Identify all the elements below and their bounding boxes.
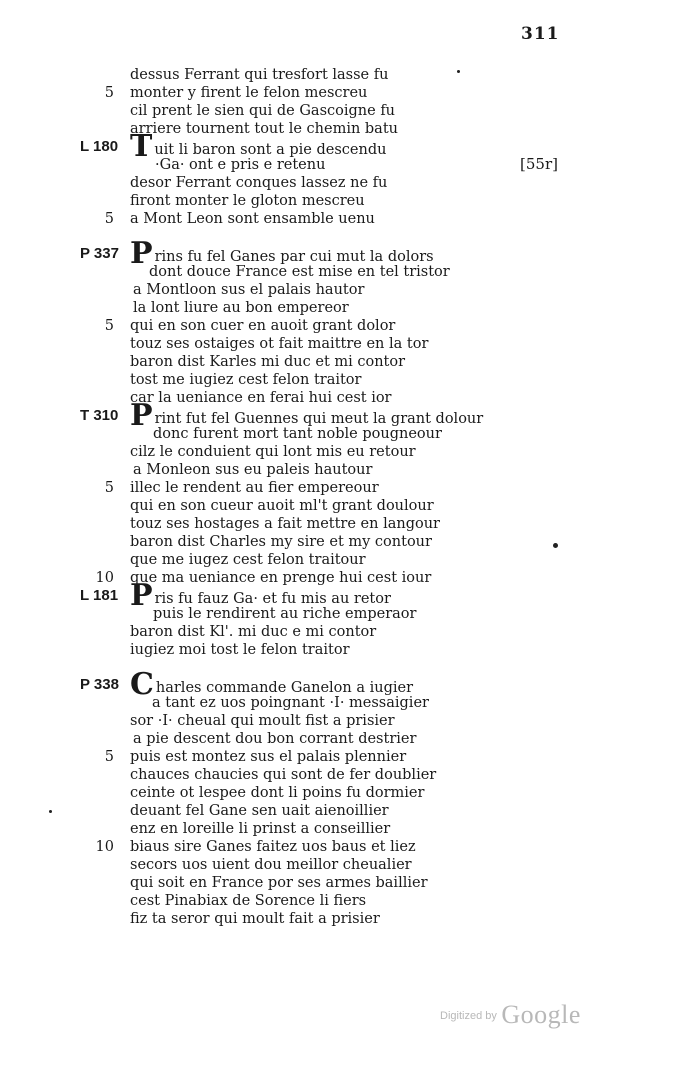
- line-number: 5: [104, 85, 114, 101]
- verse-line-text: fiz ta seror qui moult fait a prisier: [130, 911, 380, 927]
- verse-line-text: a Monleon sus eu paleis hautour: [133, 462, 373, 478]
- manuscript-label: L 181: [80, 587, 119, 604]
- line-number: 5: [104, 749, 114, 765]
- watermark-prefix: Digitized by: [440, 1010, 497, 1022]
- verse-line-text: monter y firent le felon mescreu: [130, 85, 368, 101]
- folio-note: [55r]: [520, 155, 558, 173]
- watermark-brand: Google: [501, 1000, 581, 1029]
- verse-line-text: que ma ueniance en prenge hui cest iour: [130, 570, 432, 586]
- verse-line-text: ceinte ot lespee dont li poins fu dormier: [130, 785, 425, 801]
- verse-line-text: dessus Ferrant qui tresfort lasse fu: [130, 67, 389, 83]
- verse-line-text: que me iugez cest felon traitour: [130, 552, 366, 568]
- line-number: 10: [95, 839, 114, 855]
- manuscript-label: T 310: [80, 407, 119, 424]
- verse-line-text: car la ueniance en ferai hui cest ior: [130, 390, 392, 406]
- line-number: 5: [104, 318, 114, 334]
- verse-line-text: cest Pinabiax de Sorence li fiers: [130, 893, 367, 909]
- verse-line-text: ·Ga· ont e pris e retenu: [155, 157, 326, 173]
- verse-line-text: firont monter le gloton mescreu: [130, 193, 365, 209]
- verse-line-text: cilz le conduient qui lont mis eu retour: [130, 444, 416, 460]
- verse-line-text: Prins fu fel Ganes par cui mut la dolors: [130, 236, 434, 271]
- verse-line-text: desor Ferrant conques lassez ne fu: [130, 175, 388, 191]
- verse-line-text: a tant ez uos poingnant ·I· messaigier: [152, 695, 429, 711]
- verse-line-text: arriere tournent tout le chemin batu: [130, 121, 398, 137]
- drop-cap-initial: C: [130, 667, 154, 702]
- verse-line-text: illec le rendent au fier empereour: [130, 480, 379, 496]
- line-number: 5: [104, 211, 114, 227]
- verse-line-text: deuant fel Gane sen uait aienoillier: [130, 803, 389, 819]
- verse-line-text: baron dist Karles mi duc et mi contor: [130, 354, 406, 370]
- verse-line-text: puis est montez sus el palais plennier: [130, 749, 407, 765]
- verse-line-text: donc furent mort tant noble pougneour: [153, 426, 442, 442]
- line-number: 5: [104, 480, 114, 496]
- verse-line-text: puis le rendirent au riche emperaor: [153, 606, 417, 622]
- verse-line-text: chauces chaucies qui sont de fer doublier: [130, 767, 437, 783]
- verse-line-text: qui soit en France por ses armes baillier: [130, 875, 428, 891]
- verse-line-text: cil prent le sien qui de Gascoigne fu: [130, 103, 396, 119]
- verse-line-text: enz en loreille li prinst a conseillier: [130, 821, 391, 837]
- drop-cap-initial: P: [130, 236, 153, 271]
- verse-line-text: Charles commande Ganelon a iugier: [130, 667, 414, 702]
- verse-line-text: tost me iugiez cest felon traitor: [130, 372, 362, 388]
- verse-line-text: Tuit li baron sont a pie descendu: [130, 129, 387, 164]
- watermark: [440, 1000, 581, 1030]
- verse-line-text: a Montloon sus el palais hautor: [133, 282, 365, 298]
- drop-cap-initial: P: [130, 578, 153, 613]
- manuscript-label: P 338: [80, 676, 119, 693]
- verse-line-text: iugiez moi tost le felon traitor: [130, 642, 350, 658]
- verse-line-text: Print fut fel Guennes qui meut la grant dolour: [130, 398, 484, 433]
- page-speck: [457, 70, 460, 73]
- verse-line-text: a pie descent dou bon corrant destrier: [133, 731, 417, 747]
- verse-line-text: Pris fu fauz Ga· et fu mis au retor: [130, 578, 391, 613]
- verse-line-text: baron dist Kl'. mi duc e mi contor: [130, 624, 377, 640]
- verse-line-text: biaus sire Ganes faitez uos baus et liez: [130, 839, 416, 855]
- drop-cap-initial: T: [130, 129, 153, 164]
- verse-line-text: a Mont Leon sont ensamble uenu: [130, 211, 375, 227]
- verse-line-text: la lont liure au bon empereor: [133, 300, 349, 316]
- verse-line-text: touz ses ostaiges ot fait maittre en la tor: [130, 336, 429, 352]
- manuscript-label: P 337: [80, 245, 119, 262]
- verse-line-text: qui en son cueur auoit ml't grant doulour: [130, 498, 434, 514]
- drop-cap-initial: P: [130, 398, 153, 433]
- verse-line-text: touz ses hostages a fait mettre en langour: [130, 516, 440, 532]
- page-speck: [553, 543, 558, 548]
- verse-line-text: qui en son cuer en auoit grant dolor: [130, 318, 396, 334]
- page-number: 311: [521, 24, 560, 44]
- manuscript-label: L 180: [80, 138, 119, 155]
- verse-line-text: baron dist Charles my sire et my contour: [130, 534, 432, 550]
- page-speck: [49, 810, 52, 813]
- line-number: 10: [95, 570, 114, 586]
- verse-line-text: sor ·I· cheual qui moult fist a prisier: [130, 713, 395, 729]
- verse-line-text: dont douce France est mise en tel tristor: [149, 264, 450, 280]
- verse-line-text: secors uos uient dou meillor cheualier: [130, 857, 412, 873]
